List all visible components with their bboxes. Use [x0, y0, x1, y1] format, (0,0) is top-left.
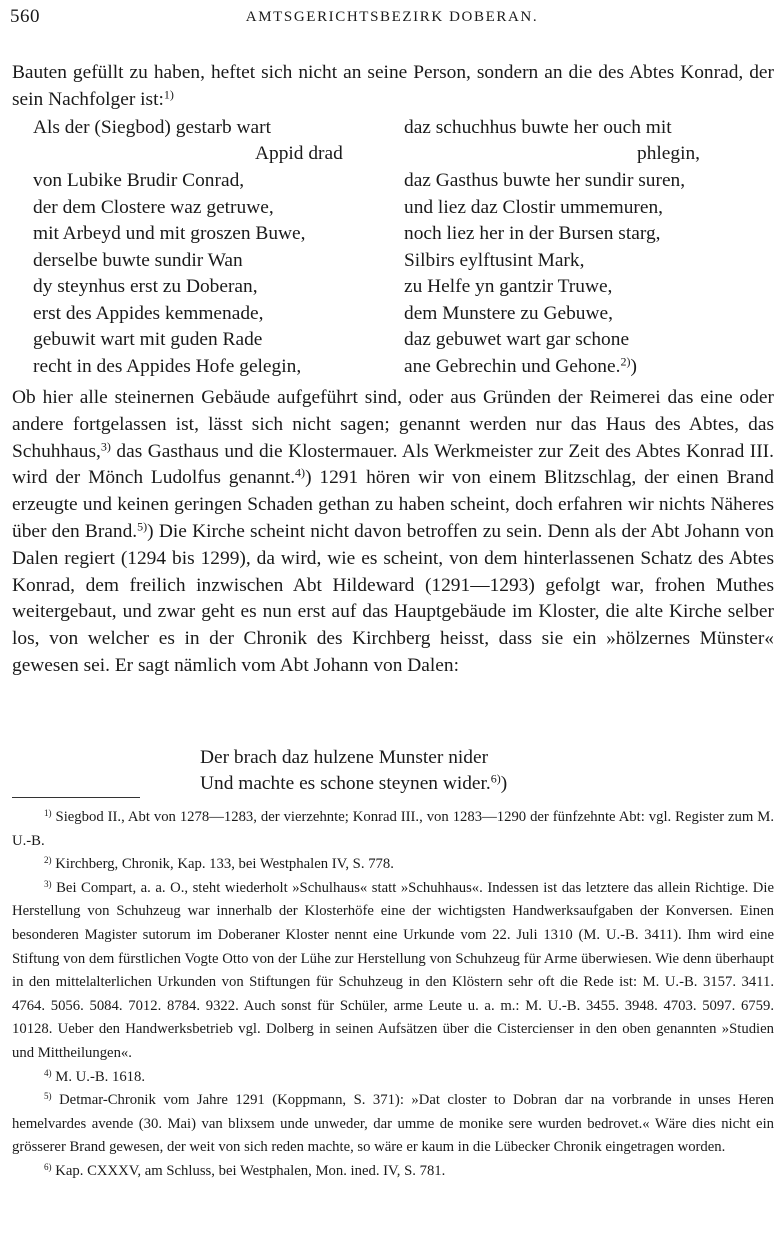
verse-left-line: Appid drad — [255, 143, 343, 164]
footnote-mark: 1) — [44, 808, 52, 818]
footnote-ref-1: 1) — [163, 87, 174, 102]
verse-right-line: phlegin, — [637, 143, 701, 164]
verse-left-line: derselbe buwte sundir Wan — [33, 250, 243, 271]
footnote-divider — [12, 797, 140, 798]
footnote-text: Detmar-Chronik vom Jahre 1291 (Koppmann, S. 371): »Dat closter to Dobran dar na vorbrande in unses Heren hemelvardes avende (30. Mai) van blixsem unde unweder, dar umme de monike sere wurden bedrovet.« Wäre dies nicht ein grösserer Brand gewesen, der weit von sich reden machte, so wäre er kaum in die Lübecker Chronik eingetragen worden. — [12, 1092, 774, 1156]
verse-left-line: gebuwit wart mit guden Rade — [33, 329, 263, 350]
body-text: Die Kirche scheint nicht davon betroffen zu sein. Denn als der Abt Johann von Dalen regiert (1294 bis 1299), da wird, wie es scheint, von dem hinterlassenen Schatz des Abtes Konrad, dem freilich inzwischen Abt Hildeward (1291—1293) gefolgt war, frohen Muthes weitergebaut, und zwar geht es nun erst auf das Hauptgebäude im Kloster, die alte Kirche selber los, von welcher es in der Chronik des Kirchberg heisst, dass sie ein »hölzernes Münster« gewesen sei. Er sagt nämlich vom Abt Johann von Dalen: — [12, 520, 774, 676]
footnote-ref-5: 5) — [137, 519, 148, 534]
body-text: das Gasthaus und die Klostermauer. Als Werkmeister zur Zeit des Abtes Konrad III. wird der Mönch Ludolfus genannt. — [12, 440, 774, 489]
verse-left-line: mit Arbeyd und mit groszen Buwe, — [33, 223, 306, 244]
page-number: 560 — [10, 6, 40, 27]
footnote-text: M. U.-B. 1618. — [51, 1068, 146, 1085]
footnote-text: Kap. CXXXV, am Schluss, bei Westphalen, Mon. ined. IV, S. 781. — [51, 1162, 446, 1179]
footnote-mark: 4) — [44, 1067, 52, 1078]
footnote-3 — [12, 877, 774, 1066]
quote-line-2-text: Und machte es schone steynen wider. — [200, 773, 491, 794]
intro-paragraph — [12, 60, 774, 114]
verse-left-line: von Lubike Brudir Conrad, — [33, 170, 245, 191]
verse-right-line: Silbirs eylftusint Mark, — [404, 250, 585, 271]
intro-text: Bauten gefüllt zu haben, heftet sich nicht an seine Person, sondern an die des Abtes Konrad, der sein Nachfolger ist: — [12, 62, 774, 110]
footnote-4 — [12, 1066, 774, 1090]
footnote-5 — [12, 1089, 774, 1160]
quote-line-2: Und machte es schone steynen wider.$^{6)}$) — [200, 771, 508, 794]
footnote-ref-6: 6) — [490, 771, 501, 786]
footnote-mark: 5) — [44, 1091, 52, 1102]
verse-right-line: noch liez her in der Bursen starg, — [404, 223, 661, 244]
footnotes — [12, 806, 774, 1184]
running-header — [10, 6, 774, 32]
verse-right-line: ane Gebrechin und Gehone.$^{2)}$) — [404, 354, 637, 377]
footnote-mark: 3) — [44, 878, 52, 889]
verse-right-line: daz Gasthus buwte her sundir suren, — [404, 170, 686, 191]
footnote-2 — [12, 853, 774, 877]
verse-left-line: dy steynhus erst zu Doberan, — [33, 276, 258, 297]
verse-left-line: der dem Clostere waz getruwe, — [33, 197, 274, 218]
footnote-6 — [12, 1160, 774, 1184]
body-paragraph: Ob hier alle steinernen Gebäude aufgeführt sind, oder aus Gründen der Reimerei das eine oder andere fortgelassen ist, lässt sich nicht sagen; genannt werden nur das Haus des Abtes, das Schuhhaus,$^{3)}$ das Gasthaus und die Klostermauer. Als Werkmeister zur Zeit des Abtes Konrad III. wird der Mönch Ludolfus genannt.$^{4)}$) 1291 hören wir von einem Blitzschlag, der einen Brand erzeugte und keinen geringen Schaden gethan zu haben scheint, doch erfahren wir nichts Näheres über den Brand.$^{5)}$) Die Kirche scheint nicht davon betroffen zu sein. Denn als der Abt Johann von Dalen regiert (1294 bis 1299), da wird, wie es scheint, von dem hinterlassenen Schatz des Abtes Konrad, dem freilich inzwischen Abt Hildeward (1291—1293) gefolgt war, frohen Muthes weitergebaut, und zwar geht es nun erst auf das Hauptgebäude im Kloster, die alte Kirche selber los, von welcher es in der Chronik des Kirchberg heisst, dass sie ein »hölzernes Münster« gewesen sei. Er sagt nämlich vom Abt Johann von Dalen: — [12, 387, 774, 676]
footnote-text: Siegbod II., Abt von 1278—1283, der vierzehnte; Konrad III., von 1283—1290 der fünfzehnte Abt: vgl. Register zum M. U.-B. — [12, 809, 774, 849]
footnote-ref-3: 3) — [100, 438, 111, 453]
verse-right-line: zu Helfe yn gantzir Truwe, — [404, 276, 613, 297]
footnote-ref-2: 2) — [620, 354, 631, 369]
body-text: Ob hier alle steinernen Gebäude aufgeführt sind, oder aus Gründen der Reimerei das eine oder andere fortgelassen ist, lässt sich nicht sagen; genannt werden nur das Haus des Abtes, das Schuhhaus, — [12, 387, 774, 462]
footnote-mark: 2) — [44, 855, 52, 866]
verse-right-line: dem Munstere zu Gebuwe, — [404, 303, 613, 324]
verse-left-line: Als der (Siegbod) gestarb wart — [33, 117, 272, 138]
footnote-1 — [12, 806, 774, 853]
verse-right-line: daz gebuwet wart gar schone — [404, 329, 630, 350]
verse-quote — [200, 745, 507, 797]
quote-line-1: Der brach daz hulzene Munster nider — [200, 747, 489, 768]
verse-right-line-text: ane Gebrechin und Gehone. — [404, 356, 621, 377]
verse-right-line: und liez daz Clostir ummemuren, — [404, 197, 664, 218]
footnote-ref-4: 4) — [295, 465, 306, 480]
running-title: AMTSGERICHTSBEZIRK DOBERAN. — [245, 9, 539, 25]
body-text: 1291 hören wir von einem Blitzschlag, der einen Brand erzeugte und keinen geringen Schaden gethan zu haben scheint, doch erfahren wir nichts Näheres über den Brand. — [12, 467, 774, 542]
verse-left-line: erst des Appides kemmenade, — [33, 303, 264, 324]
verse-right-line: daz schuchhus buwte her ouch mit — [404, 117, 672, 138]
footnote-text: Kirchberg, Chronik, Kap. 133, bei Westphalen IV, S. 778. — [51, 856, 394, 873]
verse-left-line: recht in des Appides Hofe gelegin, — [33, 356, 302, 377]
footnote-mark: 6) — [44, 1161, 52, 1172]
footnote-text: Bei Compart, a. a. O., steht wiederholt »Schulhaus« statt »Schuhhaus«. Indessen ist das letztere das allein Richtige. Die Herstellung von Schuhzeug war innerhalb der Klosterhöfe eine der wichtigsten Handwerksaufgaben der Konversen. Einen besonderen Magister sutorum im Doberaner Kloster nennt eine Urkunde vom 22. Juli 1310 (M. U.-B. 3411). Ihm wird eine Stiftung von dem fürstlichen Vogte Otto von der Lühe zur Herstellung von Schuhzeug für Arme überwiesen. Wie denn überhaupt in den mittelalterlichen Urkunden von Stiftungen für Schuhzeug in den Klöstern sehr oft die Rede ist: M. U.-B. 3157. 3411. 4764. 5056. 5084. 7012. 8784. 9322. Auch sonst für Schüler, arme Leute u. a. m.: M. U.-B. 3455. 3948. 4703. 5097. 6759. 10128. Ueber den Handwerksbetrieb vgl. Dolberg in seinen Aufsätzen über die Cistercienser in den oben genannten »Studien und Mittheilungen«. — [12, 879, 774, 1061]
